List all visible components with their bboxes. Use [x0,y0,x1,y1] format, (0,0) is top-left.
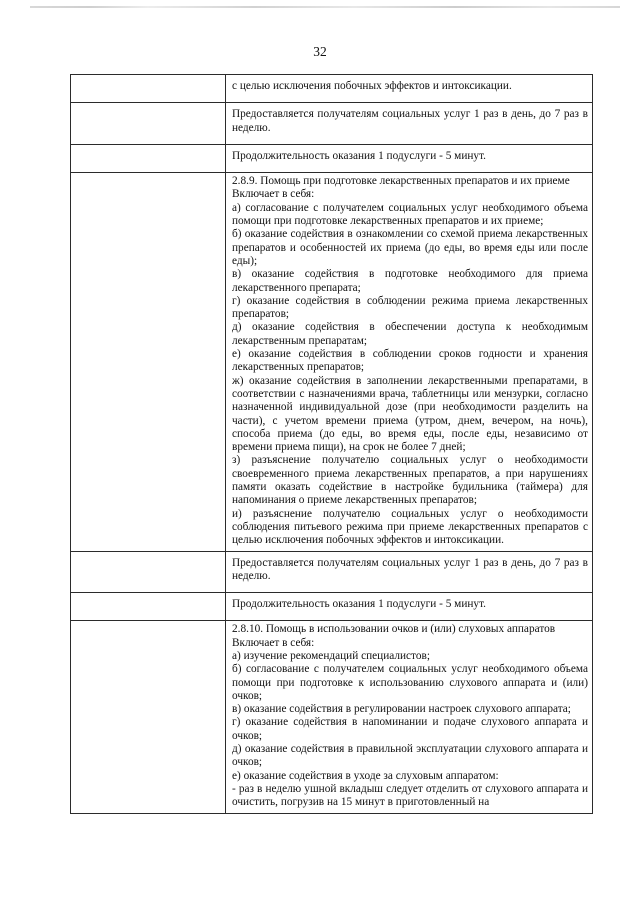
table-cell-left [71,593,226,621]
table-cell-left [71,103,226,145]
list-item: е) оказание содействия в соблюдении сроков годности и хранения лекарственных препаратов; [232,348,588,374]
table-cell-left [71,75,226,103]
cell-paragraph: с целью исключения побочных эффектов и интоксикации. [232,80,512,92]
page-number: 32 [313,44,327,59]
section-heading: 2.8.9. Помощь при подготовке лекарственных препаратов и их приеме [232,175,570,188]
cell-paragraph: Продолжительность оказания 1 подуслуги - 5 минут. [232,598,486,611]
table-cell-left [71,144,226,172]
list-item: в) оказание содействия в регулировании настроек слухового аппарата; [232,703,571,716]
services-table [70,74,593,814]
list-item: б) оказание содействия в ознакомлении со схемой приема лекарственных препаратов и особенностей их приема (до еды, во время еды или после еды); [232,228,588,267]
table-row-4 [71,173,593,551]
list-item: з) разъяснение получателю социальных услуг о необходимости своевременного приема лекарственных препаратов, а при нарушениях памяти оказать содействие в настройке будильника (таймера) для напоминания о приеме лекарственных препаратов; [232,454,588,507]
list-item: г) оказание содействия в напоминании и подаче слухового аппарата и очков; [232,716,588,742]
cell-paragraph: Продолжительность оказания 1 подуслуги - 5 минут. [232,149,486,162]
list-item: е) оказание содействия в уходе за слуховым аппаратом: [232,769,499,782]
table-cell-right [226,103,593,145]
list-item: а) согласование с получателем социальных услуг необходимого объема помощи при подготовке лекарственных препаратов и их приеме; [232,201,588,228]
table-cell-right [226,144,593,172]
cell-paragraph: Включает в себя: [232,188,315,201]
section-heading: 2.8.10. Помощь в использовании очков и (или) слуховых аппаратов [232,623,556,636]
table-cell-right [226,75,593,103]
table-row-5 [71,551,593,593]
table-cell-right [226,551,593,593]
table-cell-right [226,621,593,813]
list-item: в) оказание содействия в подготовке необходимого для приема лекарственного препарата; [232,268,588,294]
scan-edge-artifact [30,6,620,8]
cell-paragraph: Предоставляется получателям социальных услуг 1 раз в день, до 7 раз в неделю. [232,556,588,582]
list-item: - раз в неделю ушной вкладыш следует отделить от слухового аппарата и очистить, погрузив на 15 минут в приготовленный на [232,782,588,809]
table-row-1 [71,75,593,103]
list-item: а) изучение рекомендаций специалистов; [232,649,430,662]
list-item: ж) оказание содействия в заполнении лекарственными препаратами, в соответствии с назначениями врача, таблетницы или мензурки, согласно назначенной индивидуальной дозе (при необходимости разделить на части), с учетом времени приема (утром, днем, вечером, на ночь), способа приема (до еды, во время еды, после еды, независимо от времени приема пищи), на срок не более 7 дней; [232,374,588,454]
table-row-2 [71,103,593,145]
list-item: г) оказание содействия в соблюдении режима приема лекарственных препаратов; [232,294,588,321]
table-cell-left [71,173,226,551]
list-item: д) оказание содействия в обеспечении доступа к необходимым лекарственным препаратам; [232,321,588,347]
list-item: б) согласование с получателем социальных услуг необходимого объема помощи при подготовке к использованию слухового аппарата и (или) очков; [232,663,588,702]
table-cell-left [71,621,226,813]
table-row-7 [71,621,593,813]
table-row-6 [71,593,593,621]
table-cell-right [226,593,593,621]
table-row-3 [71,144,593,172]
table-cell-right [226,173,593,551]
list-item: д) оказание содействия в правильной эксплуатации слухового аппарата и очков; [232,743,588,769]
table-cell-left [71,551,226,593]
cell-paragraph: Включает в себя: [232,636,315,649]
cell-paragraph: Предоставляется получателям социальных услуг 1 раз в день, до 7 раз в неделю. [232,108,588,134]
list-item: и) разъяснение получателю социальных услуг о необходимости соблюдения питьевого режима при приеме лекарственных препаратов с целью исключения побочных эффектов и интоксикации. [232,507,588,547]
